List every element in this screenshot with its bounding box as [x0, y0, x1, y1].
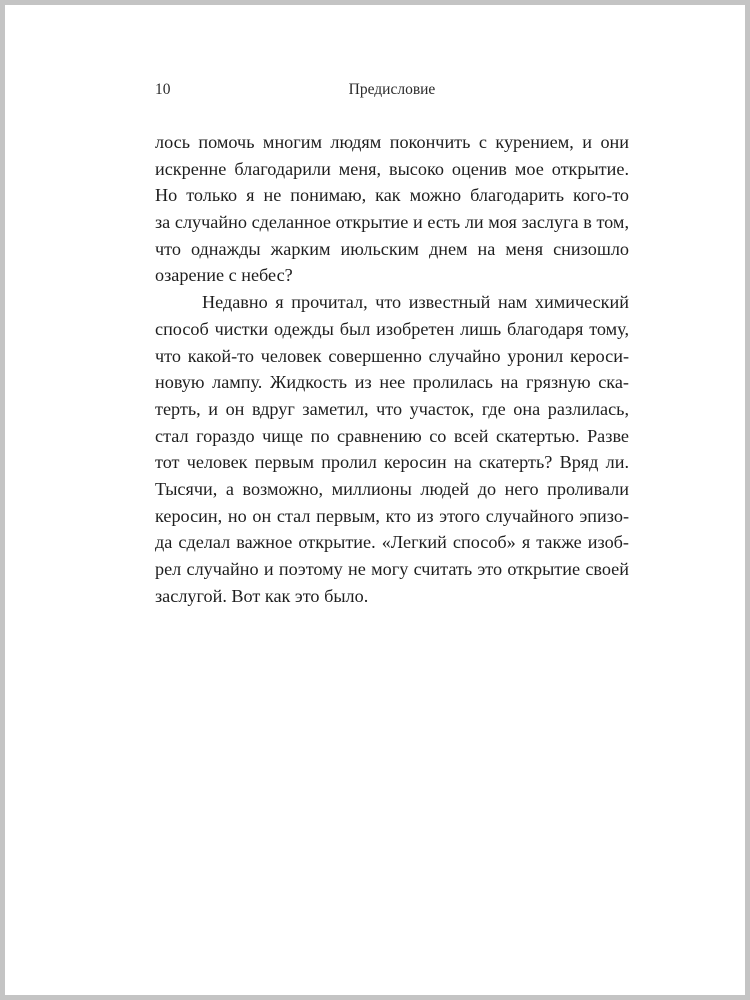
paragraph-2 [155, 289, 629, 609]
text-line: искренне благодарили меня, высоко оценив мое открытие. [155, 158, 629, 179]
text-line: Недавно я прочитал, что известный нам химический [202, 292, 629, 313]
text-line: тот человек первым пролил керосин на скатерть? Вряд ли. [155, 452, 629, 473]
text-line: что однажды жарким июльским днем на меня снизошло [155, 238, 629, 259]
text-line: Но только я не понимаю, как можно благодарить кого-то [155, 185, 629, 206]
page-number: 10 [155, 81, 171, 98]
text-line: рел случайно и поэтому не могу считать это открытие своей [155, 559, 629, 579]
text-line: терть, и он вдруг заметил, что участок, где она разлилась, [155, 398, 629, 419]
text-line: способ чистки одежды был изобретен лишь благодаря тому, [155, 318, 629, 339]
text-line: Тысячи, а возможно, миллионы людей до него проливали [155, 478, 629, 499]
text-line: лось помочь многим людям покончить с курением, и они [155, 132, 629, 152]
text-line: озарение с небес? [155, 265, 293, 286]
text-line: стал гораздо чище по сравнению со всей скатертью. Разве [155, 425, 629, 446]
body-text [155, 129, 629, 609]
text-line: новую лампу. Жидкость из нее пролилась на грязную ска- [155, 372, 629, 393]
paragraph-1 [155, 129, 629, 289]
text-line: заслугой. Вот как это было. [155, 585, 369, 606]
text-line: за случайно сделанное открытие и есть ли моя заслуга в том, [155, 212, 629, 233]
text-line: керосин, но он стал первым, кто из этого случайного эпизо- [155, 505, 629, 526]
page-header [155, 81, 629, 103]
text-line: да сделал важное открытие. «Легкий способ» я также изоб- [155, 532, 629, 553]
running-title: Предисловие [348, 81, 436, 98]
text-line: что какой-то человек совершенно случайно уронил кероси- [155, 345, 629, 366]
